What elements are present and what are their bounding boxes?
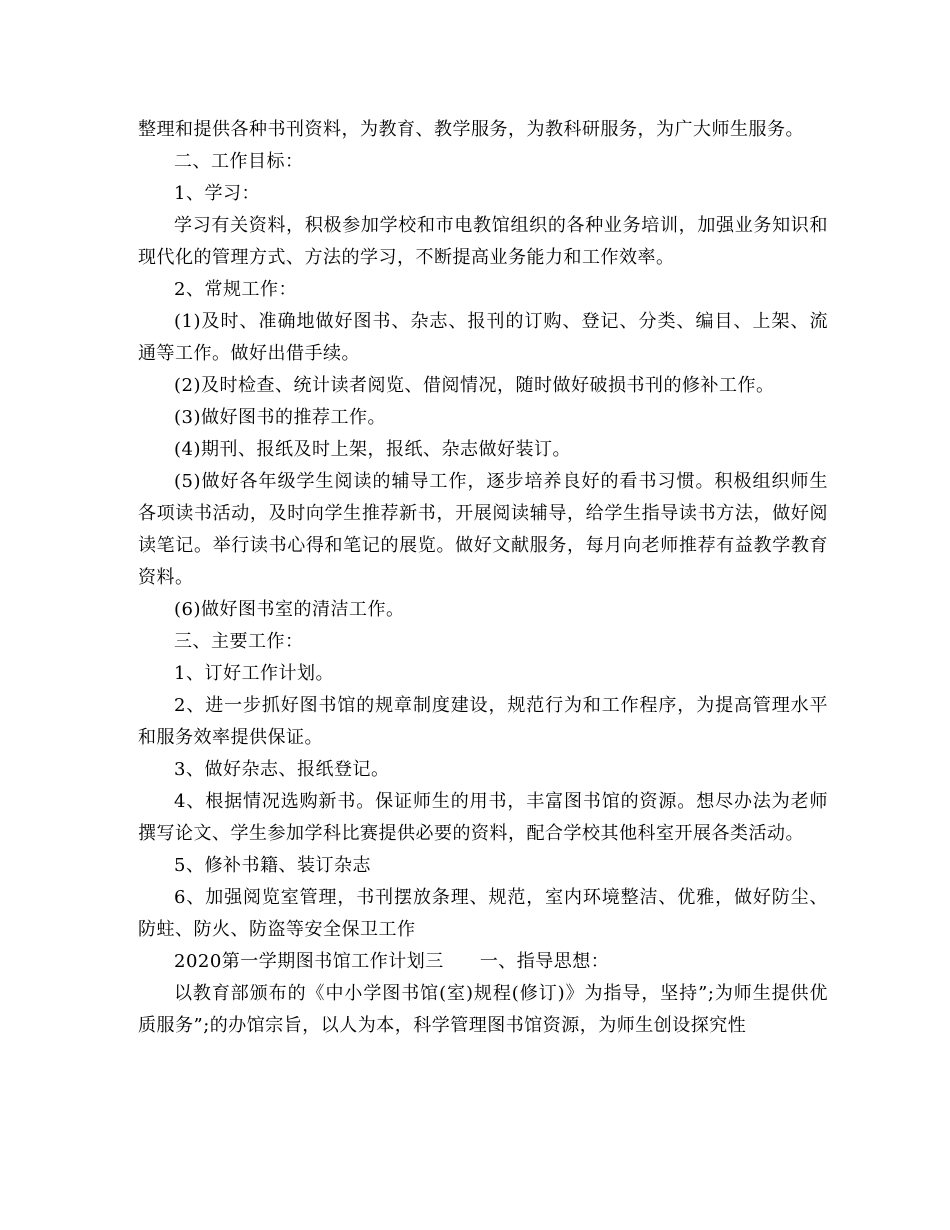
list-item-routine-6: (6)做好图书室的清洁工作。: [174, 599, 405, 620]
list-item-main-5: 5、修补书籍、装订杂志: [174, 855, 371, 876]
subheading-routine-work: 2、常规工作：: [174, 279, 297, 300]
heading-main-work: 三、主要工作：: [174, 631, 304, 652]
list-item-routine-3: (3)做好图书的推荐工作。: [174, 407, 386, 428]
paragraph-study: 学习有关资料，积极参加学校和市电教馆组织的各种业务培训，加强业务知识和现代化的管理方式、方法的学习，不断提高业务能力和工作效率。: [138, 215, 828, 268]
list-item-main-2: 2、进一步抓好图书馆的规章制度建设，规范行为和工作程序，为提高管理水平和服务效率提供保证。: [138, 695, 828, 748]
guiding-thought-heading: 一、指导思想：: [479, 951, 610, 972]
list-item-routine-4: (4)期刊、报纸及时上架，报纸、杂志做好装订。: [174, 439, 571, 460]
list-item-main-3: 3、做好杂志、报纸登记。: [174, 759, 390, 780]
document-body: [138, 114, 828, 1042]
list-item-main-1: 1、订好工作计划。: [174, 663, 334, 684]
subheading-study: 1、学习：: [174, 183, 260, 204]
plan-three-title: 2020第一学期图书馆工作计划三: [174, 951, 444, 972]
list-item-routine-2: (2)及时检查、统计读者阅览、借阅情况，随时做好破损书刊的修补工作。: [174, 375, 775, 396]
list-item-main-6: 6、加强阅览室管理，书刊摆放条理、规范，室内环境整洁、优雅，做好防尘、防蛀、防火、防盗等安全保卫工作: [138, 887, 828, 940]
list-item-main-4: 4、根据情况选购新书。保证师生的用书，丰富图书馆的资源。想尽办法为老师撰写论文、学生参加学科比赛提供必要的资料，配合学校其他科室开展各类活动。: [138, 791, 828, 844]
paragraph-intro: 整理和提供各种书刊资料，为教育、教学服务，为教科研服务，为广大师生服务。: [138, 119, 804, 140]
heading-work-goals: 二、工作目标：: [174, 151, 304, 172]
paragraph-guiding-thought: 以教育部颁布的《中小学图书馆(室)规程(修订)》为指导，坚持”;为师生提供优质服务”;的办馆宗旨，以人为本，科学管理图书馆资源，为师生创设探究性: [138, 983, 828, 1036]
list-item-routine-1: (1)及时、准确地做好图书、杂志、报刊的订购、登记、分类、编目、上架、流通等工作。做好出借手续。: [138, 311, 828, 364]
heading-plan-three: [138, 946, 828, 978]
list-item-routine-5: (5)做好各年级学生阅读的辅导工作，逐步培养良好的看书习惯。积极组织师生各项读书活动，及时向学生推荐新书，开展阅读辅导，给学生指导读书方法，做好阅读笔记。举行读书心得和笔记的展览。做好文献服务，每月向老师推荐有益教学教育资料。: [138, 471, 828, 588]
